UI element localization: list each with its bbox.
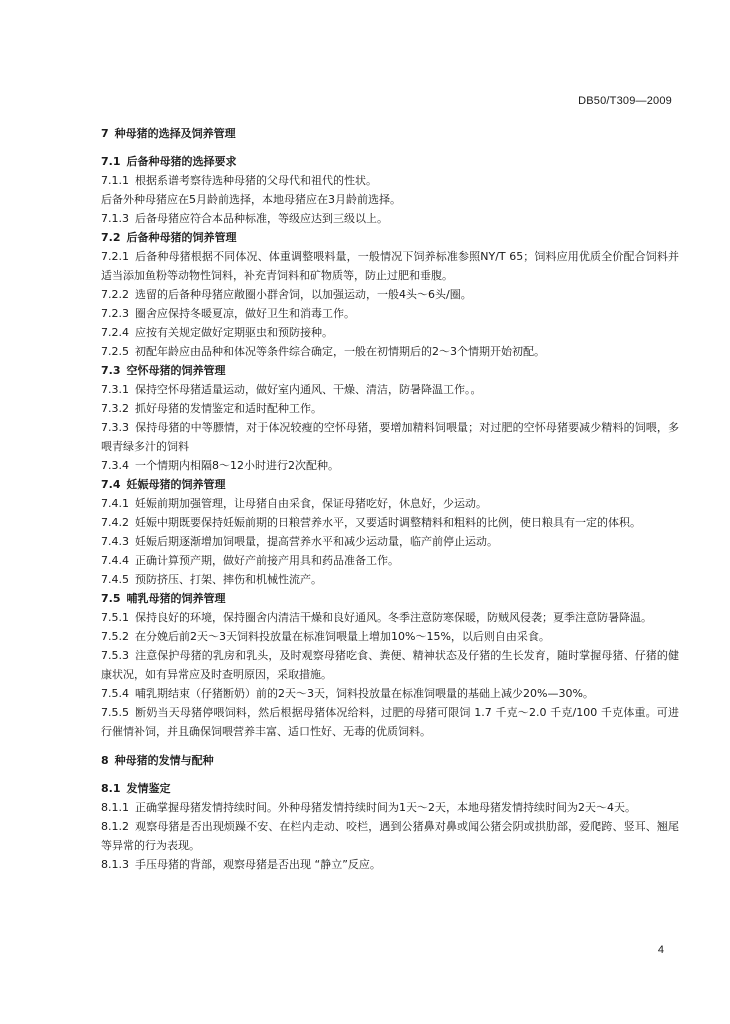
clause-number: 7.3.4 <box>101 459 129 472</box>
clause-number: 7.2.1 <box>101 250 129 263</box>
page-number: 4 <box>657 944 664 956</box>
clause-number: 8.1 <box>101 782 121 795</box>
clause-number: 7.5.5 <box>101 706 129 719</box>
clause-text: 哺乳母猪的饲养管理 <box>126 592 226 605</box>
clause-number: 7 <box>101 127 109 140</box>
clause-text: 后备种母猪根据不同体况、体重调整喂料量，一般情况下饲养标准参照NY/T 65；饲料应用优质全价配合饲料并适当添加鱼粉等动物性饲料，补充青饲料和矿物质等，防止过肥和垂腹。 <box>101 250 679 282</box>
clause-number: 8.1.3 <box>101 858 129 871</box>
clause-paragraph <box>101 817 679 855</box>
clause-text: 妊娠中期既要保持妊娠前期的日粮营养水平，又要适时调整精料和粗料的比例，使日粮具有一定的体积。 <box>135 516 641 529</box>
clause-paragraph <box>101 494 679 513</box>
clause-text: 种母猪的发情与配种 <box>114 754 214 767</box>
subsection-heading <box>101 779 679 798</box>
clause-paragraph <box>101 323 679 342</box>
subsection-heading <box>101 152 679 171</box>
document-body <box>101 124 679 874</box>
clause-number: 7.4.5 <box>101 573 129 586</box>
clause-number: 7.2 <box>101 231 121 244</box>
clause-paragraph <box>101 551 679 570</box>
clause-number: 8 <box>101 754 109 767</box>
clause-text: 哺乳期结束（仔猪断奶）前的2天～3天，饲料投放量在标准饲喂量的基础上减少20%—30%。 <box>135 687 594 700</box>
clause-number: 7.4.3 <box>101 535 129 548</box>
clause-number: 7.4.1 <box>101 497 129 510</box>
clause-paragraph <box>101 399 679 418</box>
clause-text: 选留的后备种母猪应敞圈小群舍饲，以加强运动，一般4头～6头/圈。 <box>135 288 472 301</box>
clause-number: 7.5.1 <box>101 611 129 624</box>
clause-text: 保持空怀母猪适量运动，做好室内通风、干燥、清洁，防暑降温工作。。 <box>135 383 482 396</box>
clause-text: 种母猪的选择及饲养管理 <box>114 127 236 140</box>
clause-text: 断奶当天母猪停喂饲料，然后根据母猪体况给料，过肥的母猪可限饲 1.7 千克～2.0 千克/100 千克体重。可进行催情补饲，并且确保饲喂营养丰富、适口性好、无毒的优质饲料。 <box>101 706 679 738</box>
clause-paragraph <box>101 855 679 874</box>
clause-number: 7.5.4 <box>101 687 129 700</box>
clause-number: 7.2.4 <box>101 326 129 339</box>
clause-number: 7.2.5 <box>101 345 129 358</box>
clause-text: 妊娠后期逐渐增加饲喂量，提高营养水平和减少运动量，临产前停止运动。 <box>135 535 498 548</box>
clause-number: 7.1 <box>101 155 121 168</box>
clause-number: 7.4.4 <box>101 554 129 567</box>
clause-paragraph <box>101 532 679 551</box>
clause-number: 7.5.3 <box>101 649 129 662</box>
clause-text: 空怀母猪的饲养管理 <box>126 364 226 377</box>
clause-paragraph <box>101 171 679 190</box>
subsection-heading <box>101 589 679 608</box>
clause-paragraph <box>101 456 679 475</box>
clause-paragraph <box>101 190 679 209</box>
clause-paragraph <box>101 627 679 646</box>
clause-text: 观察母猪是否出现烦躁不安、在栏内走动、咬栏，遇到公猪鼻对鼻或闻公猪会阴或拱肋部，爱爬跨、竖耳、翘尾等异常的行为表现。 <box>101 820 679 852</box>
clause-number: 7.5.2 <box>101 630 129 643</box>
clause-text: 保持母猪的中等膘情，对于体况较瘦的空怀母猪，要增加精料饲喂量；对过肥的空怀母猪要减少精料的饲喂，多喂青绿多汁的饲料 <box>101 421 679 453</box>
clause-text: 后备种母猪的饲养管理 <box>126 231 237 244</box>
clause-number: 8.1.2 <box>101 820 129 833</box>
clause-number: 7.3.2 <box>101 402 129 415</box>
clause-text: 圈舍应保持冬暖夏凉，做好卫生和消毒工作。 <box>135 307 355 320</box>
clause-paragraph <box>101 570 679 589</box>
subsection-heading <box>101 228 679 247</box>
clause-paragraph <box>101 684 679 703</box>
clause-number: 7.1.3 <box>101 212 129 225</box>
clause-paragraph <box>101 209 679 228</box>
document-code: DB50/T309—2009 <box>578 95 672 107</box>
clause-text: 发情鉴定 <box>126 782 171 795</box>
clause-text: 后备种母猪的选择要求 <box>126 155 237 168</box>
clause-number: 8.1.1 <box>101 801 129 814</box>
clause-paragraph <box>101 285 679 304</box>
clause-paragraph <box>101 247 679 285</box>
clause-number: 7.3.1 <box>101 383 129 396</box>
clause-paragraph <box>101 418 679 456</box>
clause-text: 手压母猪的背部，观察母猪是否出现 “静立”反应。 <box>135 858 381 871</box>
clause-text: 初配年龄应由品种和体况等条件综合确定，一般在初情期后的2～3个情期开始初配。 <box>135 345 545 358</box>
clause-number: 7.4 <box>101 478 121 491</box>
clause-paragraph <box>101 342 679 361</box>
clause-text: 保持良好的环境，保持圈舍内清洁干燥和良好通风。冬季注意防寒保暖，防贼风侵袭；夏季注意防暑降温。 <box>135 611 652 624</box>
subsection-heading <box>101 361 679 380</box>
clause-paragraph <box>101 513 679 532</box>
clause-number: 7.4.2 <box>101 516 129 529</box>
clause-paragraph <box>101 304 679 323</box>
clause-paragraph <box>101 608 679 627</box>
clause-text: 正确掌握母猪发情持续时间。外种母猪发情持续时间为1天～2天，本地母猪发情持续时间为2天～4天。 <box>135 801 636 814</box>
clause-paragraph <box>101 380 679 399</box>
clause-text: 注意保护母猪的乳房和乳头，及时观察母猪吃食、粪便、精神状态及仔猪的生长发育，随时掌握母猪、仔猪的健康状况，如有异常应及时查明原因，采取措施。 <box>101 649 679 681</box>
clause-number: 7.1.1 <box>101 174 129 187</box>
clause-text: 妊娠前期加强管理，让母猪自由采食，保证母猪吃好，休息好，少运动。 <box>135 497 487 510</box>
section-heading <box>101 124 679 143</box>
clause-text: 应按有关规定做好定期驱虫和预防接种。 <box>135 326 333 339</box>
clause-text: 后备母猪应符合本品种标准，等级应达到三级以上。 <box>135 212 388 225</box>
clause-number: 7.2.3 <box>101 307 129 320</box>
clause-text: 抓好母猪的发情鉴定和适时配种工作。 <box>135 402 322 415</box>
clause-number: 7.3.3 <box>101 421 129 434</box>
clause-text: 一个情期内相隔8～12小时进行2次配种。 <box>135 459 339 472</box>
subsection-heading <box>101 475 679 494</box>
clause-text: 后备外种母猪应在5月龄前选择，本地母猪应在3月龄前选择。 <box>101 193 401 206</box>
clause-paragraph <box>101 798 679 817</box>
clause-number: 7.5 <box>101 592 121 605</box>
clause-paragraph <box>101 703 679 741</box>
clause-text: 妊娠母猪的饲养管理 <box>126 478 226 491</box>
clause-text: 在分娩后前2天～3天饲料投放量在标准饲喂量上增加10%～15%，以后则自由采食。 <box>135 630 550 643</box>
clause-text: 正确计算预产期，做好产前接产用具和药品准备工作。 <box>135 554 399 567</box>
clause-number: 7.2.2 <box>101 288 129 301</box>
clause-paragraph <box>101 646 679 684</box>
clause-number: 7.3 <box>101 364 121 377</box>
section-heading <box>101 751 679 770</box>
clause-text: 预防挤压、打架、摔伤和机械性流产。 <box>135 573 322 586</box>
clause-text: 根据系谱考察待选种母猪的父母代和祖代的性状。 <box>135 174 377 187</box>
